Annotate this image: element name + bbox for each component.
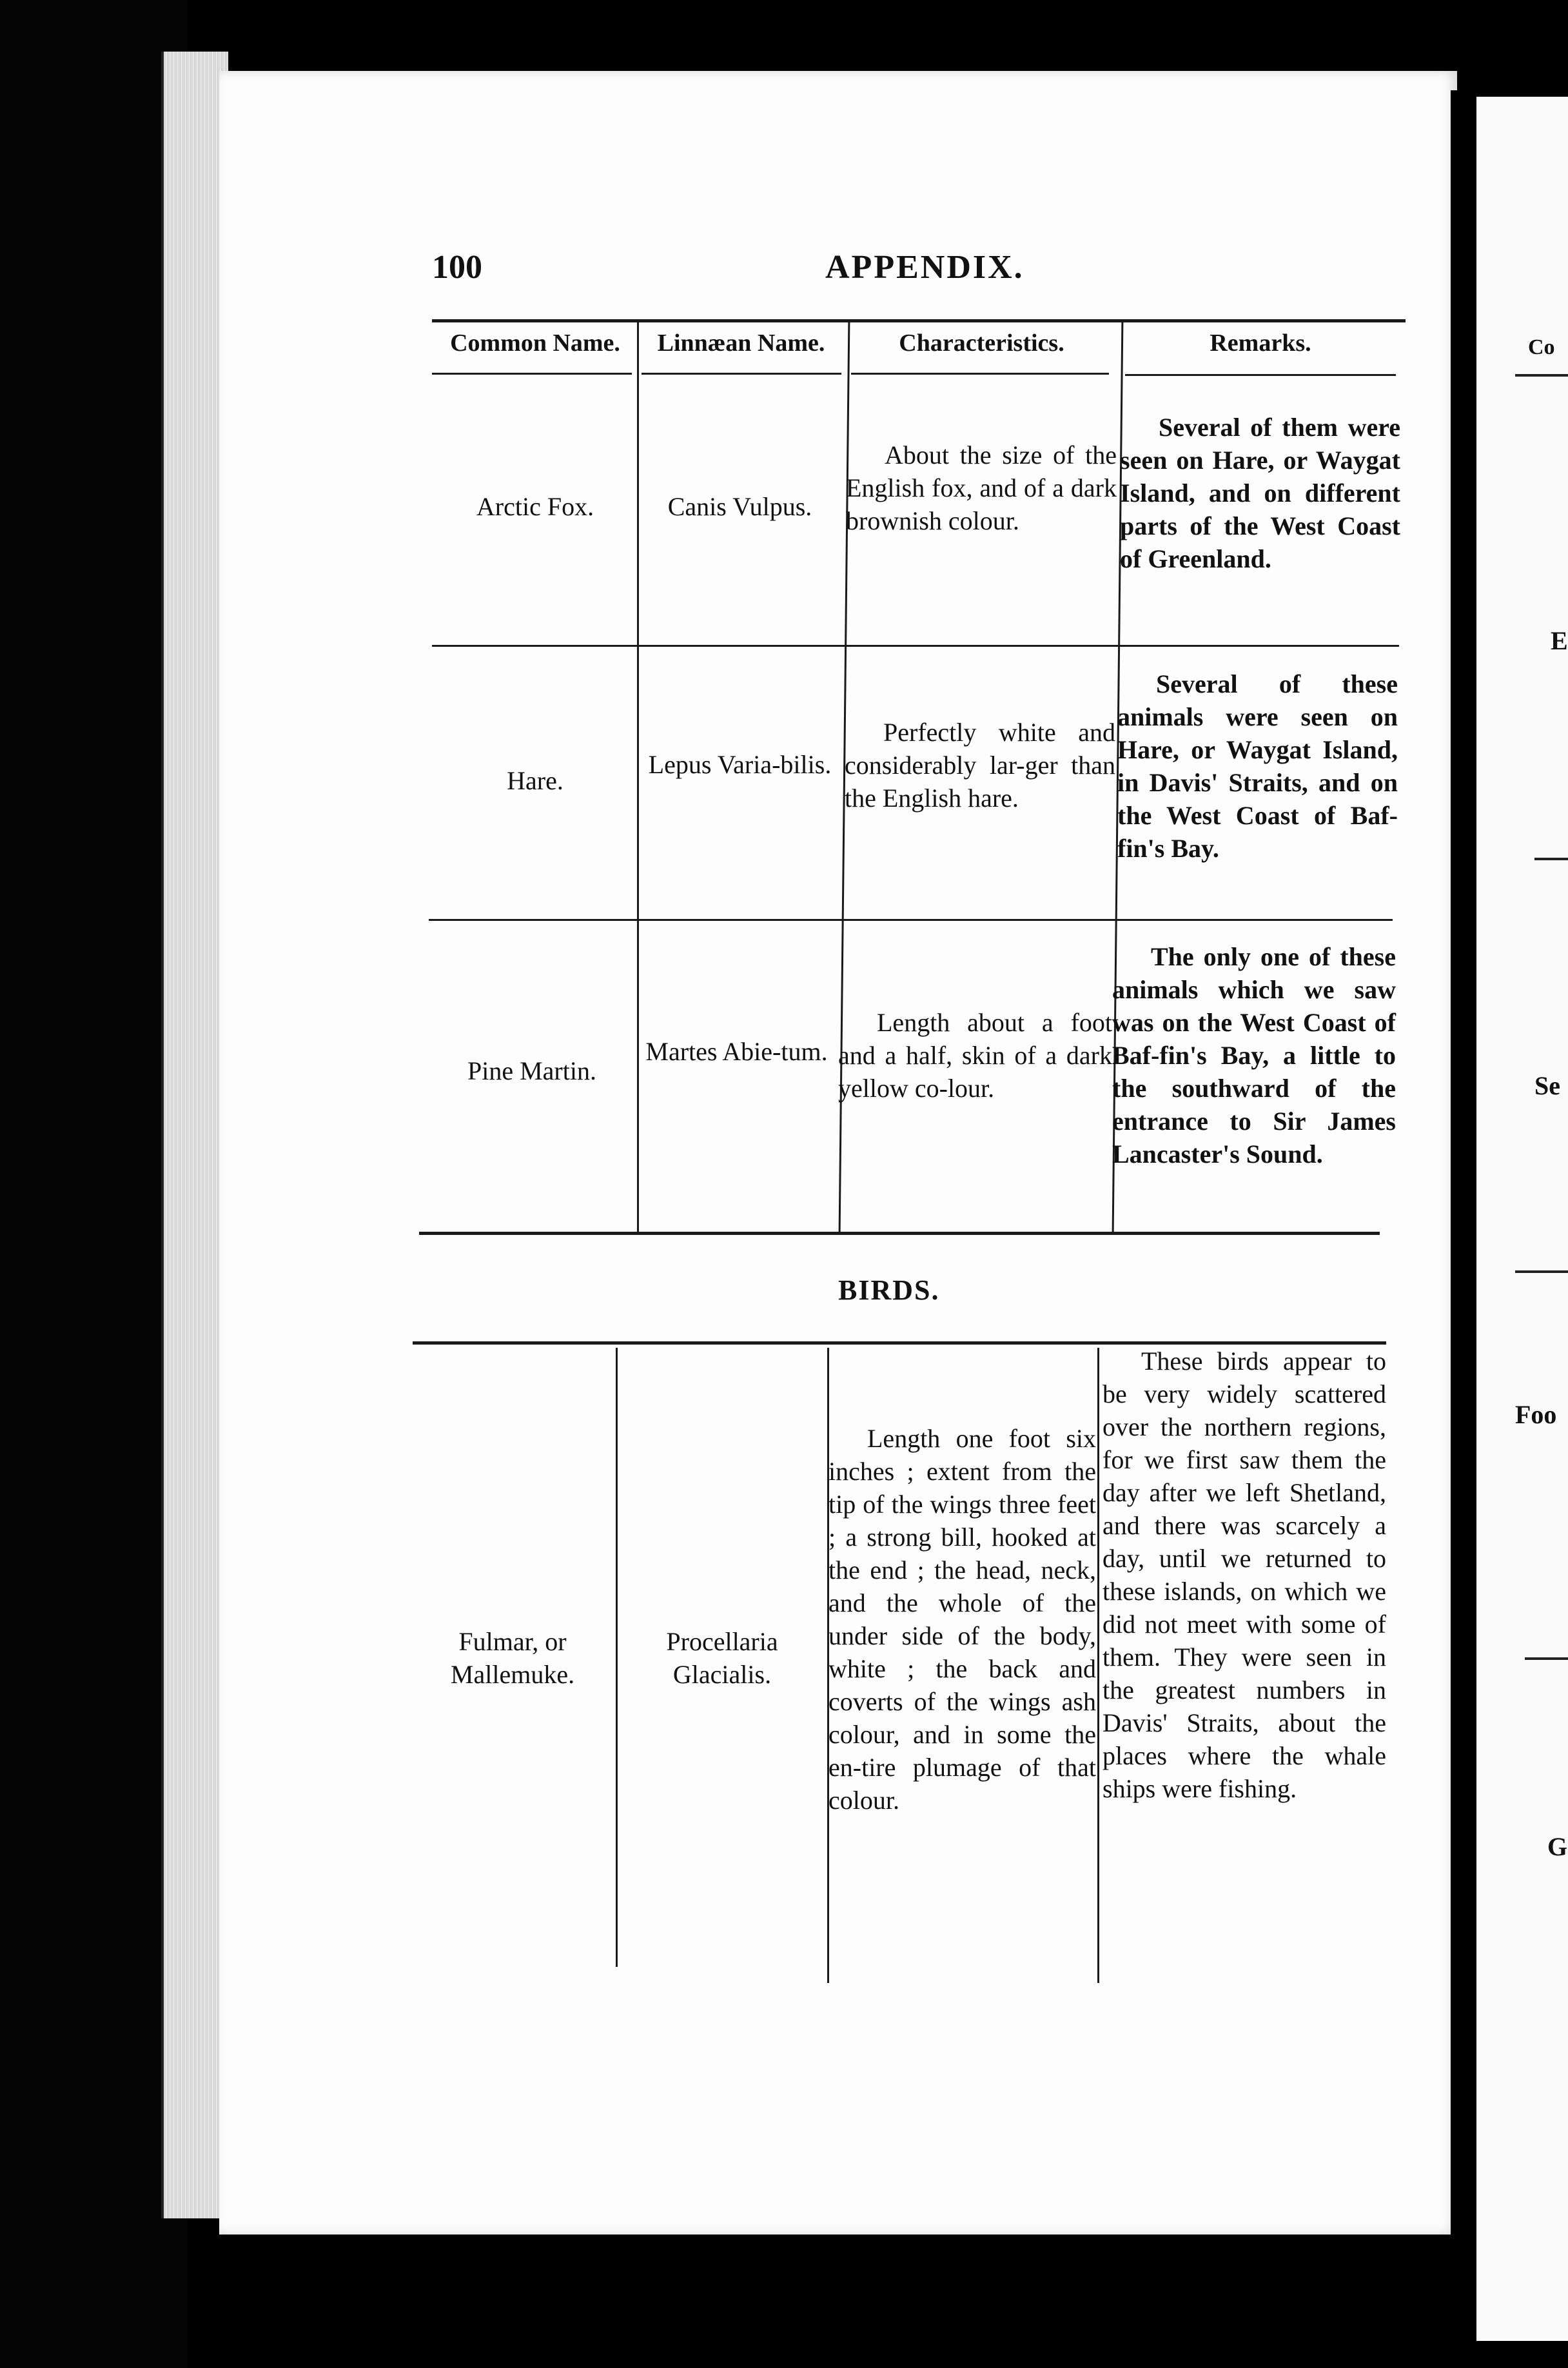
table-top-rule (432, 319, 1406, 322)
header-underline (642, 373, 841, 375)
row-divider (432, 645, 1399, 647)
header-underline (1125, 374, 1396, 376)
facing-page-text: G (1547, 1832, 1568, 1861)
table-cell-common: Hare. (507, 766, 564, 795)
facing-page-rule (1525, 1657, 1568, 1660)
row-divider (429, 919, 1393, 921)
remarks-text: The only one of these animals which we saw was on the West Coast of Baf-fin's Bay, a little to the southward of the entrance to Sir James Lancaster's Sound. (1112, 942, 1396, 1169)
characteristics-text: About the size of the English fox, and of a dark brownish colour. (846, 440, 1117, 535)
table-cell-linnaean: Canis Vulpus. (667, 492, 812, 521)
column-header-characteristics: Characteristics. (899, 330, 1064, 357)
characteristics-text: Length one foot six inches ; extent from the tip of the wings three feet ; a strong bill, hooked at the end ; the head, neck, and the whole of the under side of the body, white ; the back and coverts of the wings ash colour, and in some the en-tire plumage of that colour. (828, 1424, 1096, 1815)
facing-page-rule (1515, 1270, 1568, 1273)
facing-page-fragment (1476, 97, 1568, 2341)
header-underline (851, 373, 1109, 375)
scan-background (0, 0, 187, 2368)
table-cell-characteristics (838, 1006, 1112, 1105)
table-cell-remarks (1102, 1345, 1386, 1805)
table-cell-remarks (1112, 940, 1396, 1170)
section-divider (419, 1232, 1380, 1235)
page-header (432, 248, 1406, 293)
facing-page-text: E (1551, 626, 1568, 655)
running-title: APPENDIX. (825, 249, 1024, 286)
facing-page-rule (1515, 374, 1568, 377)
table-cell-remarks (1117, 667, 1398, 865)
remarks-text: Several of these animals were seen on Hare, or Waygat Island, in Davis' Straits, and on the West Coast of Baf-fin's Bay. (1117, 669, 1398, 863)
header-underline (432, 373, 632, 375)
remarks-text: These birds appear to be very widely scattered over the northern regions, for we first saw them the day after we left Shetland, and there was scarcely a day, until we returned to these islands, on which we did not meet with some of them. They were seen in the greatest numbers in Davis' Straits, about the places where the whale ships were fishing. (1102, 1347, 1386, 1803)
facing-page-text: Co (1528, 335, 1555, 359)
book-page-edges (161, 52, 228, 2218)
facing-page-rule (1534, 858, 1568, 860)
table-cell-characteristics (845, 716, 1115, 814)
table-cell-characteristics (828, 1422, 1096, 1817)
page-number: 100 (432, 249, 482, 286)
column-rule (616, 1348, 618, 1967)
book-gutter (1451, 90, 1476, 2360)
remarks-text: Several of them were seen on Hare, or Waygat Island, and on different parts of the West Coast of Greenland. (1120, 413, 1400, 573)
column-rule (1097, 1348, 1099, 1983)
table-cell-remarks (1120, 411, 1400, 575)
characteristics-text: Length about a foot and a half, skin of a dark yellow co-lour. (838, 1008, 1112, 1103)
table-cell-common: Arctic Fox. (476, 492, 594, 521)
table-cell-linnaean: Lepus Varia-bilis. (648, 750, 832, 779)
facing-page-text: Foo (1515, 1400, 1557, 1429)
table-cell-common: Fulmar, or Mallemuke. (450, 1627, 575, 1689)
characteristics-text: Perfectly white and considerably lar-ger than the English hare. (845, 718, 1115, 813)
column-header-common-name: Common Name. (450, 330, 620, 357)
table-cell-characteristics (846, 439, 1117, 537)
facing-page-text: Se (1534, 1071, 1560, 1100)
section-title-birds: BIRDS. (838, 1274, 940, 1306)
column-header-linnaean-name: Linnæan Name. (657, 330, 825, 357)
table-cell-common: Pine Martin. (467, 1056, 596, 1085)
table-cell-linnaean: Martes Abie-tum. (645, 1037, 828, 1066)
column-header-remarks: Remarks. (1210, 330, 1311, 357)
table-cell-linnaean: Procellaria Glacialis. (666, 1627, 778, 1689)
